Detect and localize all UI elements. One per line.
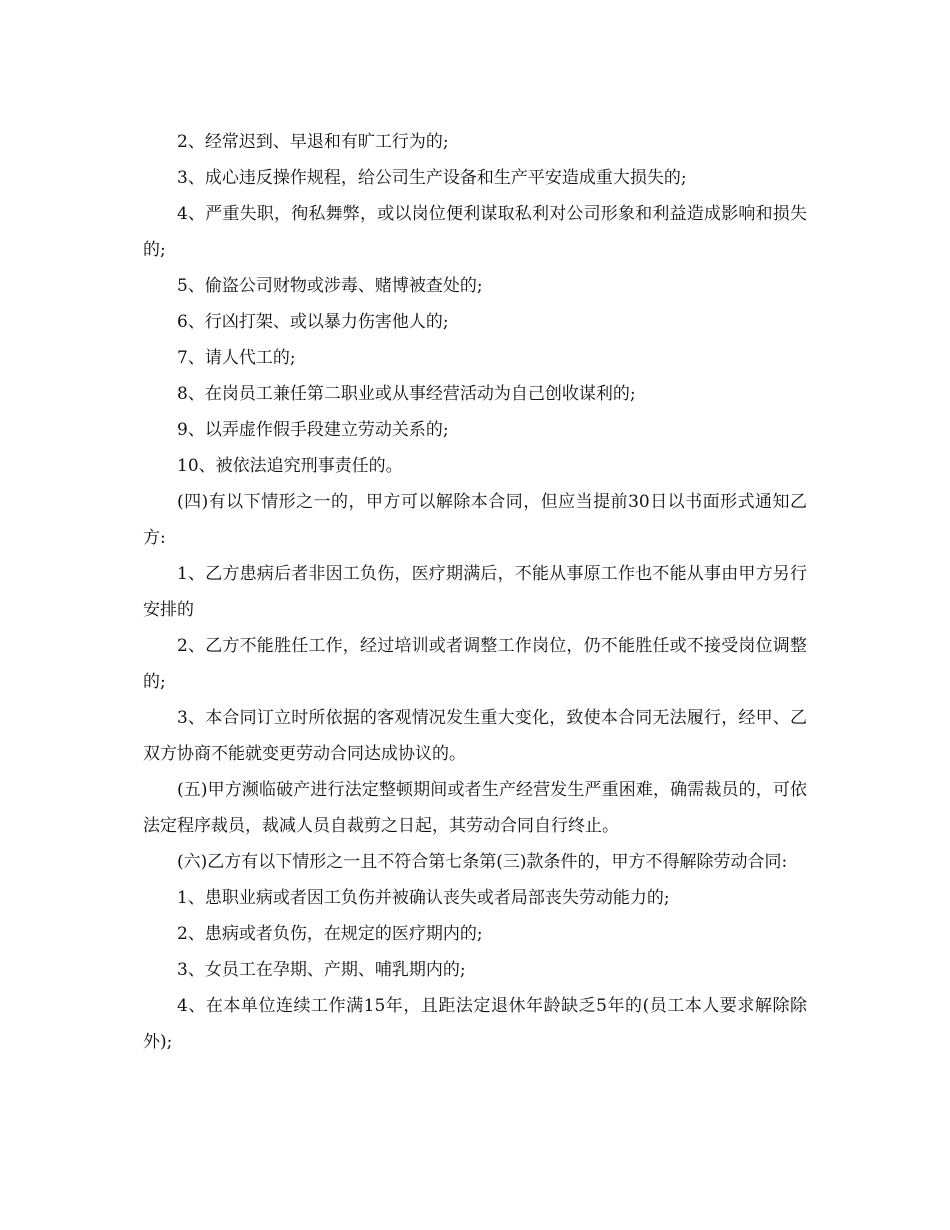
paragraph-5: 6、行凶打架、或以暴力伤害他人的; — [177, 312, 449, 332]
paragraph-15: (六)乙方有以下情形之一且不符合第七条第(三)款条件的，甲方不得解除劳动合同: — [177, 852, 788, 872]
paragraph-3: 4、严重失职，徇私舞弊，或以岗位便利谋取私利对公司形象和利益造成影响和损失的; — [143, 204, 807, 260]
paragraph-12: 2、乙方不能胜任工作，经过培训或者调整工作岗位，仍不能胜任或不接受岗位调整的; — [143, 636, 807, 692]
paragraph-17: 2、患病或者负伤，在规定的医疗期内的; — [177, 924, 483, 944]
paragraph-6: 7、请人代工的; — [177, 348, 296, 368]
paragraph-2: 3、成心违反操作规程，给公司生产设备和生产平安造成重大损失的; — [177, 168, 687, 188]
paragraph-8: 9、以弄虚作假手段建立劳动关系的; — [177, 420, 449, 440]
paragraph-18: 3、女员工在孕期、产期、哺乳期内的; — [177, 960, 466, 980]
paragraph-10: (四)有以下情形之一的，甲方可以解除本合同，但应当提前30日以书面形式通知乙方: — [143, 492, 807, 548]
paragraph-13: 3、本合同订立时所依据的客观情况发生重大变化，致使本合同无法履行，经甲、乙双方协商不能就变更劳动合同达成协议的。 — [143, 708, 807, 764]
paragraph-16: 1、患职业病或者因工负伤并被确认丧失或者局部丧失劳动能力的; — [177, 888, 670, 908]
paragraph-9: 10、被依法追究刑事责任的。 — [177, 456, 403, 476]
paragraph-19: 4、在本单位连续工作满15年，且距法定退休年龄缺乏5年的(员工本人要求解除除外); — [143, 996, 807, 1052]
paragraph-7: 8、在岗员工兼任第二职业或从事经营活动为自己创收谋利的; — [177, 384, 636, 404]
paragraph-14: (五)甲方濒临破产进行法定整顿期间或者生产经营发生严重困难，确需裁员的，可依法定程序裁员，裁减人员自裁剪之日起，其劳动合同自行终止。 — [143, 780, 807, 836]
paragraph-11: 1、乙方患病后者非因工负伤，医疗期满后，不能从事原工作也不能从事由甲方另行安排的 — [143, 564, 807, 620]
paragraph-1: 2、经常迟到、早退和有旷工行为的; — [177, 132, 449, 152]
paragraph-4: 5、偷盗公司财物或涉毒、赌博被查处的; — [177, 276, 483, 296]
document-body — [143, 124, 807, 1060]
